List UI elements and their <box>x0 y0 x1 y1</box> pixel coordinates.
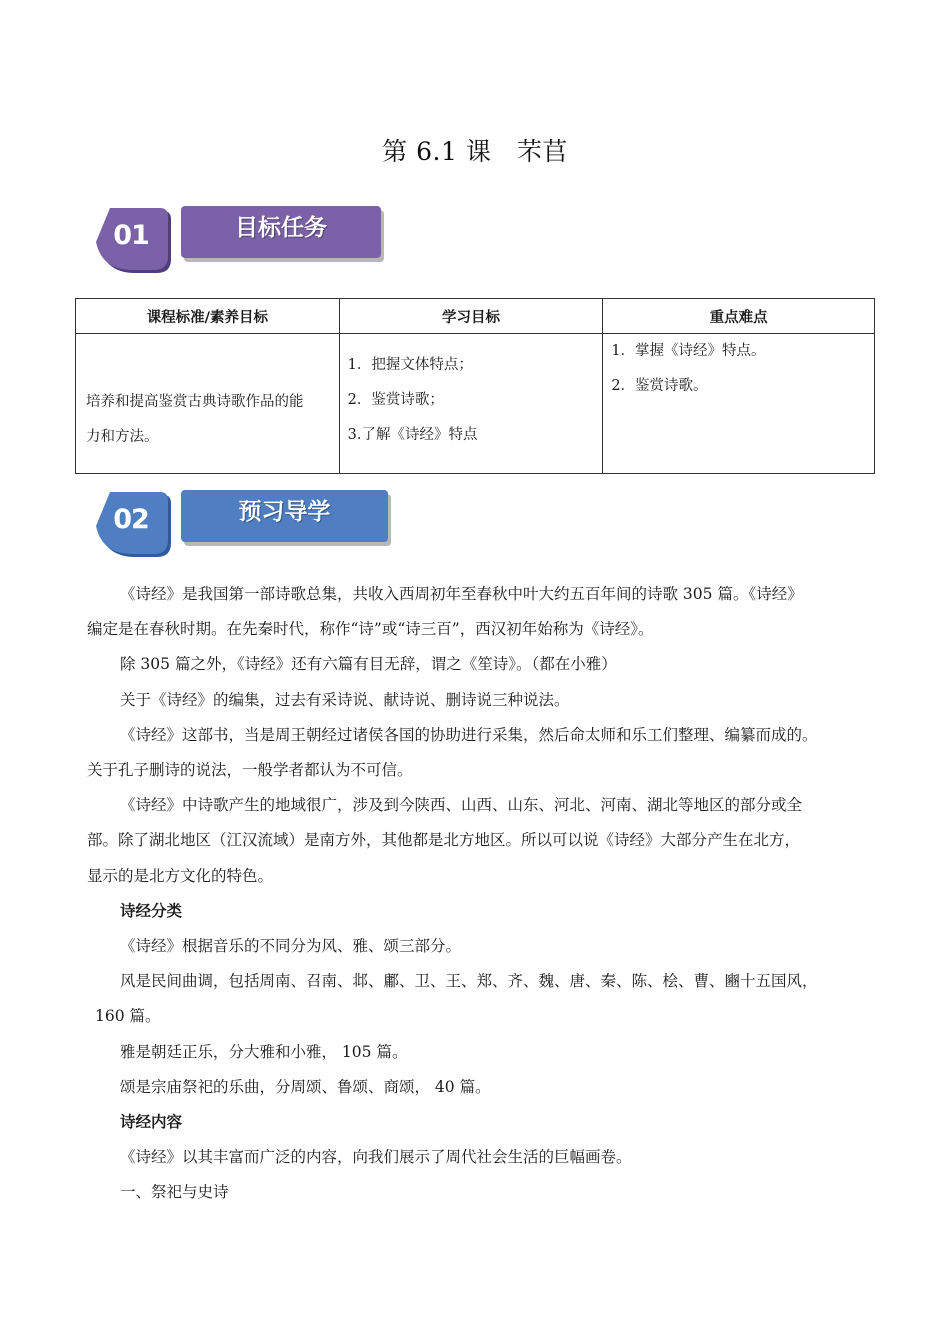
table-cell-objectives: 1．把握文体特点； 2．鉴赏诗歌； 3.了解《诗经》特点 <box>339 334 603 474</box>
section-number: 01 <box>113 220 149 251</box>
section-title: 目标任务 <box>235 215 327 241</box>
paragraph: 除 305 篇之外，《诗经》还有六篇有目无辞，谓之《笙诗》。（都在小雅） <box>120 655 617 674</box>
table-cell-keypoints: 1．掌握《诗经》特点。 2．鉴赏诗歌。 <box>603 334 875 474</box>
paragraph: 显示的是北方文化的特色。 <box>87 866 274 885</box>
section-badge-goals <box>92 200 402 278</box>
section-badge-preview <box>92 484 402 562</box>
goals-table <box>75 298 875 474</box>
paragraph: 颂是宗庙祭祀的乐曲，分周颂、鲁颂、商颂， 40 篇。 <box>120 1077 491 1096</box>
paragraph: 雅是朝廷正乐，分大雅和小雅， 105 篇。 <box>120 1042 408 1061</box>
table-header-row <box>76 299 875 334</box>
paragraph: 风是民间曲调，包括周南、召南、邶、鄘、卫、王、郑、齐、魏、唐、秦、陈、桧、曹、豳十五国风， <box>120 972 818 991</box>
paragraph: 一、祭祀与史诗 <box>120 1183 229 1202</box>
paragraph: 编定是在春秋时期。在先秦时代，称作“诗”或“诗三百”，西汉初年始称为《诗经》。 <box>87 620 654 639</box>
paragraph: 《诗经》根据音乐的不同分为风、雅、颂三部分。 <box>120 937 462 956</box>
paragraph: 《诗经》中诗歌产生的地域很广，涉及到今陕西、山西、山东、河北、河南、湖北等地区的部分或全 <box>120 796 803 815</box>
section-heading: 诗经内容 <box>120 1113 183 1132</box>
paragraph: 部。除了湖北地区（江汉流域）是南方外，其他都是北方地区。所以可以说《诗经》大部分产生在北方， <box>87 831 801 850</box>
table-cell-standards: 培养和提高鉴赏古典诗歌作品的能 力和方法。 <box>76 334 340 474</box>
paragraph: 《诗经》以其丰富而广泛的内容，向我们展示了周代社会生活的巨幅画卷。 <box>120 1148 632 1167</box>
page-title: 第 6.1 课 芣苢 <box>382 137 568 166</box>
paragraph: 160 篇。 <box>95 1007 161 1026</box>
paragraph: 《诗经》这部书，当是周王朝经过诸侯各国的协助进行采集，然后命太师和乐工们整理、编纂而成的。 <box>120 725 818 744</box>
table-header: 学习目标 <box>339 299 603 334</box>
paragraph: 关于《诗经》的编集，过去有采诗说、献诗说、删诗说三种说法。 <box>120 690 570 709</box>
section-number: 02 <box>113 504 149 535</box>
document-body <box>87 577 877 1211</box>
section-title: 预习导学 <box>238 499 331 525</box>
table-header: 重点难点 <box>603 299 875 334</box>
paragraph: 《诗经》是我国第一部诗歌总集，共收入西周初年至春秋中叶大约五百年间的诗歌 305 篇。《诗经》 <box>120 585 803 603</box>
section-heading: 诗经分类 <box>120 901 183 920</box>
paragraph: 关于孔子删诗的说法，一般学者都认为不可信。 <box>87 761 413 780</box>
table-header: 课程标准/素养目标 <box>76 299 340 334</box>
table-row <box>76 334 875 474</box>
